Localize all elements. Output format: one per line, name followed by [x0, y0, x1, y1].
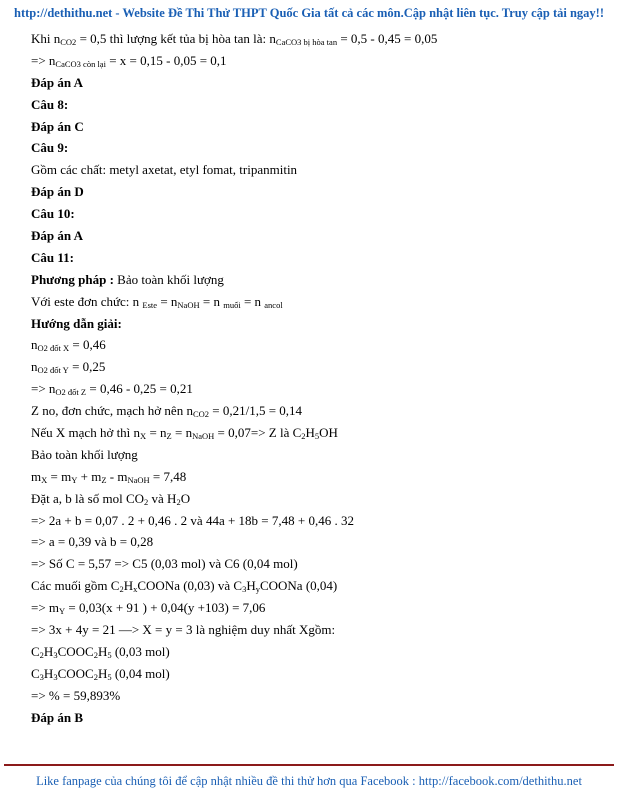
text-line: Gồm các chất: metyl axetat, etyl fomat, tripanmitin	[31, 162, 298, 178]
answer-label: Đáp án B	[31, 709, 84, 725]
question-heading: Câu 11:	[31, 249, 74, 265]
method-line: Phương pháp : Bảo toàn khối lượng	[31, 271, 224, 287]
text-line: $m_X = m_Y + m_Z - m_{NaOH} = 7,48$	[31, 468, 187, 485]
solution-heading: Hướng dẫn giải:	[31, 315, 122, 331]
text-line: => 2a + b = 0,07 . 2 + 0,46 . 2 và 44a + 18b = 7,48 + 0,46 . 32	[31, 512, 354, 528]
text-line: $n_{O2 đốt Y} = 0,25$	[31, 359, 106, 376]
text-line: => $m_Y = 0,03(x + 91$ ) + 0,04(y +103) = 7,06	[31, 600, 266, 617]
question-heading: Câu 9:	[31, 140, 69, 156]
text-line: Z no, đơn chức, mạch hở nên $n_{CO2} = 0,21/1,5 = 0,14$	[31, 403, 303, 420]
text-line: => $n_{CaCO3 còn lại} = x = 0,15 - 0,05 = 0,1$	[31, 52, 227, 69]
text-line: Nếu X mạch hở thì $n_X = n_Z = n_{NaOH} = 0,07=> Z$ là $C_2H_5OH$	[31, 425, 338, 442]
text-line: Bảo toàn khối lượng	[31, 446, 138, 462]
text-line: Các muối gồm $C_2H_xCOONa$ (0,03) và $C_3H_yCOONa$ (0,04)	[31, 578, 338, 595]
text-line: => a = 0,39 và b = 0,28	[31, 534, 154, 550]
text-line: => 3x + 4y = 21 —> X = y = 3 là nghiệm duy nhất Xgồm:	[31, 622, 336, 638]
question-heading: Câu 10:	[31, 206, 75, 222]
text-line: => Số C = 5,57 => C5 (0,03 mol) và C6 (0,04 mol)	[31, 556, 298, 572]
answer-label: Đáp án D	[31, 184, 84, 200]
document-body	[31, 28, 591, 729]
page-header-link[interactable]: http://dethithu.net - Website Đề Thi Thử THPT Quốc Gia tất cả các môn.Cập nhật liên tục. Truy cập tải ngay!!	[14, 6, 604, 20]
answer-label: Đáp án A	[31, 228, 84, 244]
answer-label: Đáp án A	[31, 74, 84, 90]
text-line: => % = 59,893%	[31, 687, 121, 703]
text-line: $n_{O2 đốt X} = 0,46$	[31, 337, 106, 354]
answer-label: Đáp án C	[31, 118, 84, 134]
text-line: => $n_{O2 đốt Z} = 0,46 - 0,25 = 0,21$	[31, 381, 193, 398]
text-line: Với este đơn chức: n $_{Este} = n_{NaOH} = n$ $_{muối}$ = n $_{ancol}$	[31, 293, 283, 310]
footer-divider	[4, 764, 614, 766]
footer-link[interactable]: Like fanpage của chúng tôi để cập nhật nhiều đề thi thử hơn qua Facebook : http://facebook.com/dethithu.net	[36, 774, 582, 788]
question-heading: Câu 8:	[31, 96, 69, 112]
formula-line: $C_3H_3COOC_2H_5$ (0,04 mol)	[31, 665, 170, 682]
text-line: Đặt a, b là số mol $CO_2$ và $H_2O$	[31, 490, 191, 507]
formula-line: $C_2H_3COOC_2H_5$ (0,03 mol)	[31, 643, 170, 660]
text-line: Khi $n_{CO2} = 0,5$ thì lượng kết tủa bị hòa tan là: $n_{CaCO3 bị hòa tan} = 0,5 - 0,45 = 0,05$	[31, 31, 438, 47]
